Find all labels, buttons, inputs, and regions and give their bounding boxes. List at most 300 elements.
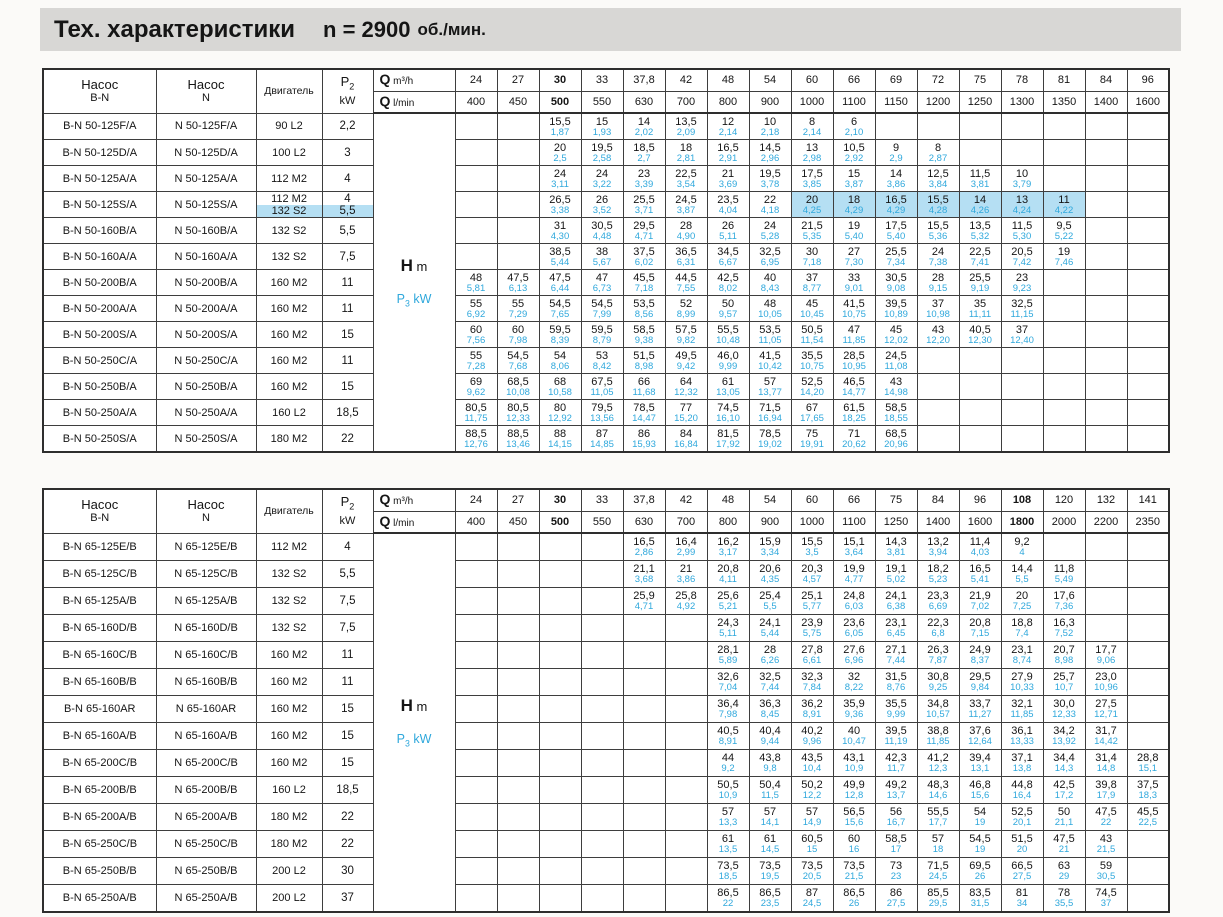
h-value: 24,8 xyxy=(843,590,865,602)
h-p3-data-cell xyxy=(791,244,833,270)
h-value: 49,2 xyxy=(885,779,907,791)
pump-bn-name: B-N 65-250A/B xyxy=(62,892,137,904)
h-p3-data-cell xyxy=(707,885,749,913)
p3-value: 14,42 xyxy=(1094,736,1118,747)
empty-cell xyxy=(581,561,623,588)
empty-cell xyxy=(1085,426,1127,453)
p3-value: 7,29 xyxy=(508,308,528,320)
h-p3-data-cell xyxy=(1043,244,1085,270)
empty-cell xyxy=(455,831,497,858)
motor-value: 160 M2 xyxy=(270,730,308,742)
h-p3-data-cell xyxy=(917,192,959,218)
h-p3-data-cell xyxy=(539,270,581,296)
pump-bn-name: B-N 50-200A/A xyxy=(62,302,137,315)
h-p3-data-cell xyxy=(875,561,917,588)
p3-value: 3,87 xyxy=(844,178,864,190)
h-p3-data-cell xyxy=(581,374,623,400)
table-row xyxy=(43,140,1169,166)
empty-cell xyxy=(1127,588,1169,615)
h-value: 37,6 xyxy=(969,725,991,737)
h-value: 40,5 xyxy=(717,725,739,737)
h-value: 14,3 xyxy=(885,536,907,548)
p3-value: 24,5 xyxy=(802,898,822,909)
empty-cell xyxy=(539,533,581,561)
motor-value: 90 L2 xyxy=(275,120,303,133)
pump-bn-header-sub: B-N xyxy=(90,92,110,105)
h-value: 80,5 xyxy=(465,401,487,414)
h-value: 23,0 xyxy=(1095,671,1117,683)
h-p3-data-cell xyxy=(791,218,833,244)
h-p3-data-cell xyxy=(959,723,1001,750)
h-p3-data-cell xyxy=(539,348,581,374)
h-p3-data-cell xyxy=(791,426,833,453)
p3-value: 2,5 xyxy=(553,152,567,164)
h-value: 48,3 xyxy=(927,779,949,791)
h-p3-data-cell xyxy=(707,642,749,669)
pump-n-cell xyxy=(156,400,256,426)
p3-value: 3,86 xyxy=(886,178,906,190)
h-value: 16,5 xyxy=(633,536,655,548)
empty-cell xyxy=(959,400,1001,426)
h-value: 24 xyxy=(763,219,777,232)
p3-value: 10,96 xyxy=(1094,682,1118,693)
empty-cell xyxy=(1043,322,1085,348)
q-lmin-header-cell: 800 xyxy=(707,91,749,113)
h-p3-data-cell xyxy=(917,296,959,322)
pump-n-cell xyxy=(156,348,256,374)
pump-n-header-sub: N xyxy=(202,92,210,105)
table-65-series xyxy=(42,488,1170,913)
p3-value: 2,99 xyxy=(676,547,696,558)
h-p3-data-cell xyxy=(791,270,833,296)
h-p3-data-cell xyxy=(665,244,707,270)
h-value: 29,5 xyxy=(633,219,655,232)
p3-value: 2,98 xyxy=(802,152,822,164)
pump-bn-header-sub: B-N xyxy=(90,512,110,525)
empty-cell xyxy=(1001,113,1043,140)
p3-value: 18,5 xyxy=(718,871,738,882)
p3-value: 9,15 xyxy=(928,282,948,294)
page-title: Тех. характеристики xyxy=(54,15,296,43)
empty-cell xyxy=(539,588,581,615)
h-p3-data-cell xyxy=(875,723,917,750)
h-p3-data-cell xyxy=(875,750,917,777)
p3-value: 18 xyxy=(932,844,944,855)
p3-value: 11,08 xyxy=(884,360,908,372)
q-lmin-header-cell: 1300 xyxy=(1001,91,1043,113)
q-m3h-header-cell: 42 xyxy=(665,489,707,511)
q-lmin-header-cell: 1800 xyxy=(1001,511,1043,533)
p3-value: 8,99 xyxy=(676,308,696,320)
q-lmin-header-cell: 2000 xyxy=(1043,511,1085,533)
motor-value: 100 L2 xyxy=(272,146,306,159)
p2-header xyxy=(322,69,373,113)
p3-value: 4,35 xyxy=(760,574,780,585)
motor-value: 200 L2 xyxy=(272,892,306,904)
empty-cell xyxy=(1085,192,1127,218)
h-value: 20,3 xyxy=(801,563,823,575)
h-value: 32,5 xyxy=(759,245,781,258)
spec-table-t50 xyxy=(42,68,1170,453)
pump-bn-cell xyxy=(43,322,156,348)
h-p3-data-cell xyxy=(1043,561,1085,588)
empty-cell xyxy=(917,426,959,453)
h-p3-data-cell xyxy=(959,322,1001,348)
h-value: 66,5 xyxy=(1011,860,1033,872)
h-p3-data-cell xyxy=(1001,561,1043,588)
h-value: 18,2 xyxy=(927,563,949,575)
p3-value: 4,22 xyxy=(1054,204,1074,216)
h-p3-data-cell xyxy=(791,374,833,400)
p3-value: 2,92 xyxy=(844,152,864,164)
table-row xyxy=(43,322,1169,348)
pump-n-name: N 50-200B/A xyxy=(174,276,238,289)
table-row xyxy=(43,669,1169,696)
h-p3-data-cell xyxy=(917,140,959,166)
h-p3-data-cell xyxy=(455,426,497,453)
h-value: 15,5 xyxy=(927,219,949,232)
p3-value: 3,64 xyxy=(844,547,864,558)
pump-n-name: N 50-250A/A xyxy=(174,406,238,419)
pump-bn-cell xyxy=(43,400,156,426)
p3-value: 5,02 xyxy=(886,574,906,585)
motor-value: 160 M2 xyxy=(270,676,308,688)
empty-cell xyxy=(1127,296,1169,322)
p3-value: 11,68 xyxy=(632,386,656,398)
p3-value: 7,98 xyxy=(718,709,738,720)
p2-header xyxy=(322,489,373,533)
h-p3-data-cell xyxy=(791,696,833,723)
p3-value: 11,15 xyxy=(1010,308,1034,320)
q-m3h-header-cell: 75 xyxy=(959,69,1001,91)
h-value: 39,4 xyxy=(969,752,991,764)
pump-bn-cell xyxy=(43,140,156,166)
p3-value: 1,93 xyxy=(592,126,612,138)
p3-value: 27,5 xyxy=(1012,871,1032,882)
h-value: 25,5 xyxy=(633,193,655,206)
pump-n-name: N 50-250C/A xyxy=(174,354,238,367)
h-value: 17,6 xyxy=(1053,590,1075,602)
p3-value: 21 xyxy=(1058,844,1070,855)
motor-cell xyxy=(256,244,322,270)
h-value: 30,5 xyxy=(591,219,613,232)
p3-value: 7,42 xyxy=(1012,256,1032,268)
h-p3-data-cell xyxy=(581,218,623,244)
h-p3-data-cell xyxy=(833,400,875,426)
h-p3-data-cell xyxy=(1043,218,1085,244)
h-p3-data-cell xyxy=(875,348,917,374)
q-lmin-header-cell: 500 xyxy=(539,511,581,533)
h-value: 86,5 xyxy=(717,887,739,899)
h-value: 20,5 xyxy=(1011,245,1033,258)
motor-value: 160 L2 xyxy=(272,784,306,796)
h-p3-data-cell xyxy=(455,270,497,296)
empty-cell xyxy=(623,696,665,723)
h-value: 16,2 xyxy=(717,536,739,548)
q-m3h-header-cell: 54 xyxy=(749,489,791,511)
pump-bn-name: B-N 65-125C/B xyxy=(62,568,138,580)
p3-value: 24,5 xyxy=(928,871,948,882)
h-value: 11,4 xyxy=(969,536,991,548)
p3-value: 8,79 xyxy=(592,334,612,346)
p3-value: 5,23 xyxy=(928,574,948,585)
h-p3-data-cell xyxy=(959,669,1001,696)
h-p3-data-cell xyxy=(749,166,791,192)
pump-n-cell xyxy=(156,270,256,296)
empty-cell xyxy=(1043,113,1085,140)
h-p3-data-cell xyxy=(623,113,665,140)
p3-value: 12,33 xyxy=(506,412,530,424)
pump-n-name: N 50-250B/A xyxy=(174,380,238,393)
p3-value: 12,3 xyxy=(928,763,948,774)
h-p3-data-cell xyxy=(455,374,497,400)
h-p3-data-cell xyxy=(791,533,833,561)
pump-n-name: N 65-200A/B xyxy=(174,811,238,823)
p3-value: 10,45 xyxy=(800,308,824,320)
h-value: 88,5 xyxy=(507,427,529,440)
h-p3-data-cell xyxy=(665,192,707,218)
h-p3-data-cell xyxy=(665,322,707,348)
q-lmin-header-cell: 2350 xyxy=(1127,511,1169,533)
h-value: 25,5 xyxy=(969,271,991,284)
h-value: 44,8 xyxy=(1011,779,1033,791)
h-p3-data-cell xyxy=(539,400,581,426)
p3-value: 21,1 xyxy=(1054,817,1074,828)
empty-cell xyxy=(665,615,707,642)
h-p3-data-cell xyxy=(833,218,875,244)
h-value: 40,2 xyxy=(801,725,823,737)
h-p3-data-cell xyxy=(833,588,875,615)
h-value: 87 xyxy=(805,887,819,899)
p3-value: 5,11 xyxy=(719,230,737,242)
p3-value: 12,33 xyxy=(1052,709,1076,720)
p3-value: 14,20 xyxy=(800,386,824,398)
h-p3-data-cell xyxy=(791,804,833,831)
q-lmin-label-symbol: Q xyxy=(379,92,391,109)
q-lmin-header-cell: 400 xyxy=(455,91,497,113)
h-value: 14 xyxy=(889,167,903,180)
h-value: 50,5 xyxy=(717,779,739,791)
p3-value: 4,57 xyxy=(802,574,822,585)
motor-value-alt: 132 S2 xyxy=(257,205,322,217)
p3-value: 8,91 xyxy=(718,736,738,747)
p3-value: 14,98 xyxy=(884,386,908,398)
h-p3-data-cell xyxy=(749,426,791,453)
p3-value: 4 xyxy=(1019,547,1025,558)
p3-value: 5,22 xyxy=(1054,230,1074,242)
p3-value: 8,56 xyxy=(634,308,654,320)
h-p3-data-cell xyxy=(497,296,539,322)
p3-value: 4,29 xyxy=(844,204,864,216)
pump-bn-header-title: Насос xyxy=(81,497,119,513)
q-m3h-header-cell: 96 xyxy=(959,489,1001,511)
q-m3h-header-cell: 42 xyxy=(665,69,707,91)
pump-n-name: N 50-125F/A xyxy=(174,120,238,133)
h-value: 40,5 xyxy=(969,323,991,336)
h-p3-data-cell xyxy=(1001,750,1043,777)
motor-value: 160 M2 xyxy=(270,380,308,393)
pump-n-name: N 65-200C/B xyxy=(174,757,238,769)
q-m3h-header-cell: 54 xyxy=(749,69,791,91)
h-value: 23,9 xyxy=(801,617,823,629)
p3-value: 3,11 xyxy=(551,178,569,190)
pump-n-name: N 65-160AR xyxy=(175,703,237,715)
q-lmin-header-cell: 1000 xyxy=(791,511,833,533)
empty-cell xyxy=(455,750,497,777)
p3-value: 19,5 xyxy=(760,871,780,882)
empty-cell xyxy=(665,723,707,750)
h-p3-data-cell xyxy=(1085,750,1127,777)
h-value: 59 xyxy=(1099,860,1113,872)
empty-cell xyxy=(665,669,707,696)
p2-value: 22 xyxy=(341,432,354,445)
motor-cell xyxy=(256,723,322,750)
motor-cell xyxy=(256,804,322,831)
q-m3h-label-unit: m³/h xyxy=(390,76,414,88)
p3-value: 10,58 xyxy=(548,386,572,398)
pump-n-cell xyxy=(156,777,256,804)
p3-value: 4,29 xyxy=(886,204,906,216)
h-value: 28 xyxy=(763,644,777,656)
h-value: 19,5 xyxy=(759,167,781,180)
h-p3-data-cell xyxy=(1085,804,1127,831)
h-value: 25,5 xyxy=(885,245,907,258)
h-p3-data-cell xyxy=(1001,885,1043,913)
h-value: 31,7 xyxy=(1095,725,1117,737)
q-m3h-label-unit: m³/h xyxy=(390,496,414,508)
p3-value: 22,5 xyxy=(1138,817,1157,828)
q-lmin-header-cell: 2200 xyxy=(1085,511,1127,533)
empty-cell xyxy=(455,777,497,804)
pump-bn-name: B-N 65-200C/B xyxy=(62,757,138,769)
h-value: 26,3 xyxy=(927,644,949,656)
p2-cell xyxy=(322,777,373,804)
empty-cell xyxy=(539,723,581,750)
motor-value: 132 S2 xyxy=(271,568,307,580)
h-p3-data-cell xyxy=(665,374,707,400)
h-value: 51,5 xyxy=(633,349,655,362)
p3-value: 22 xyxy=(722,898,734,909)
h-value: 61 xyxy=(721,833,735,845)
h-p3-data-cell xyxy=(959,777,1001,804)
q-lmin-header-cell: 1100 xyxy=(833,91,875,113)
p3-value: 11,54 xyxy=(800,334,824,346)
p3-value: 12,64 xyxy=(968,736,992,747)
h-value: 47,5 xyxy=(507,271,529,284)
pump-bn-cell xyxy=(43,426,156,453)
empty-cell xyxy=(455,113,497,140)
h-value: 14 xyxy=(973,193,987,206)
empty-cell xyxy=(455,885,497,913)
motor-cell xyxy=(256,113,322,140)
p2-cell xyxy=(322,270,373,296)
p3-value: 18,55 xyxy=(884,412,908,424)
h-value: 23 xyxy=(637,167,651,180)
h-p3-data-cell xyxy=(1001,642,1043,669)
p3-value: 7,52 xyxy=(1054,628,1074,639)
pump-n-cell xyxy=(156,750,256,777)
motor-cell xyxy=(256,885,322,913)
p3-value: 10,47 xyxy=(842,736,866,747)
empty-cell xyxy=(497,588,539,615)
empty-cell xyxy=(455,615,497,642)
h-value: 69 xyxy=(469,375,483,388)
h-p3-data-cell xyxy=(1043,750,1085,777)
h-p3-data-cell xyxy=(959,244,1001,270)
pump-n-cell xyxy=(156,218,256,244)
empty-cell xyxy=(581,615,623,642)
table-row xyxy=(43,831,1169,858)
h-p3-data-cell xyxy=(455,348,497,374)
h-p3-data-cell xyxy=(707,588,749,615)
p3-value: 9,57 xyxy=(718,308,738,320)
h-value: 54 xyxy=(553,349,567,362)
h-p3-data-cell xyxy=(623,533,665,561)
table-row xyxy=(43,192,1169,218)
h-p3-data-cell xyxy=(917,588,959,615)
p3-value: 6,8 xyxy=(931,628,945,639)
p3-value: 9,42 xyxy=(676,360,696,372)
q-m3h-header-cell: 48 xyxy=(707,69,749,91)
empty-cell xyxy=(539,642,581,669)
h-value: 16,5 xyxy=(885,193,907,206)
q-m3h-header-cell: 24 xyxy=(455,489,497,511)
h-value: 20,6 xyxy=(759,563,781,575)
h-value: 27,1 xyxy=(885,644,907,656)
p3-value: 11,19 xyxy=(884,736,908,747)
h-value: 68,5 xyxy=(507,375,529,388)
p2-cell xyxy=(322,561,373,588)
spec-table-t65 xyxy=(42,488,1170,913)
h-value: 57 xyxy=(763,806,777,818)
h-value: 36,2 xyxy=(801,698,823,710)
p3-value: 13,7 xyxy=(886,790,906,801)
motor-cell xyxy=(256,561,322,588)
p3-value: 2,10 xyxy=(844,126,864,138)
pump-bn-name: B-N 50-250A/A xyxy=(62,406,137,419)
h-value: 40 xyxy=(763,271,777,284)
p3-value: 7,46 xyxy=(1054,256,1074,268)
pump-n-cell xyxy=(156,192,256,218)
pump-n-cell xyxy=(156,615,256,642)
p3-value: 4,03 xyxy=(970,547,990,558)
h-p3-data-cell xyxy=(707,322,749,348)
p2-cell xyxy=(322,615,373,642)
h-p3-data-cell xyxy=(791,588,833,615)
h-p3-data-cell xyxy=(707,723,749,750)
pump-n-name: N 65-250A/B xyxy=(174,892,238,904)
p2-cell xyxy=(322,750,373,777)
h-value: 24,1 xyxy=(759,617,781,629)
empty-cell xyxy=(497,218,539,244)
p3-value: 6,73 xyxy=(592,282,612,294)
h-value: 81,5 xyxy=(717,427,739,440)
empty-cell xyxy=(455,804,497,831)
empty-cell xyxy=(623,885,665,913)
motor-cell xyxy=(256,192,322,218)
h-p3-data-cell xyxy=(749,723,791,750)
pump-bn-cell xyxy=(43,831,156,858)
h-p3-data-cell xyxy=(959,533,1001,561)
empty-cell xyxy=(497,696,539,723)
h-value: 16,5 xyxy=(969,563,991,575)
pump-n-name: N 65-160B/B xyxy=(174,676,238,688)
q-lmin-header-cell: 700 xyxy=(665,91,707,113)
h-p3-data-cell xyxy=(749,348,791,374)
p3-value: 8,42 xyxy=(592,360,612,372)
p3-value: 8,43 xyxy=(760,282,780,294)
q-lmin-header-cell: 1150 xyxy=(875,91,917,113)
